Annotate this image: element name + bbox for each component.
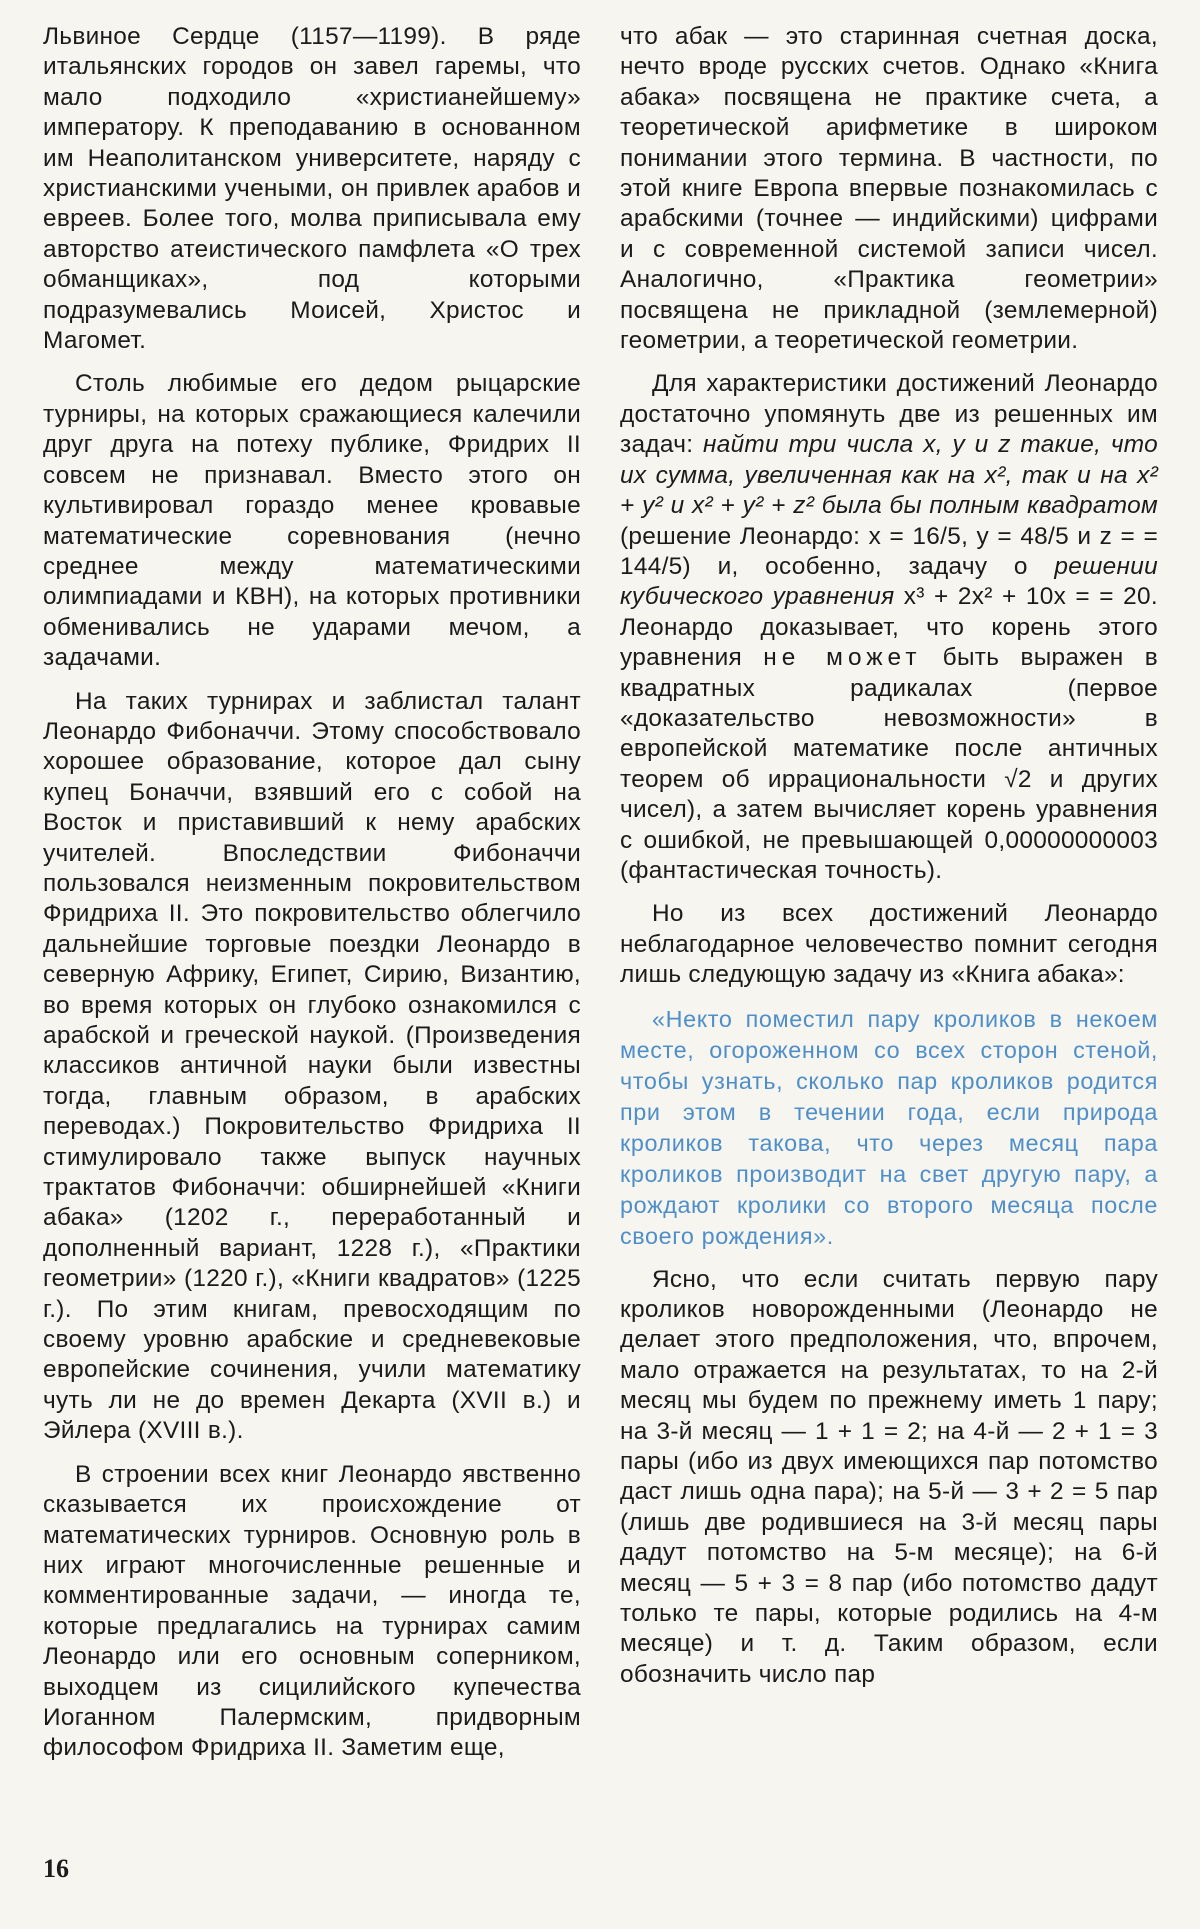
text-run: x³ + 2x² + 10x = = 20. Леонардо доказывает, что корень этого уравнения xyxy=(620,583,1158,672)
task-two-italic: решении кубического уравнения xyxy=(620,552,1158,611)
text-run: (решение Леонардо: x = 16/5, y = 48/5 и z = = 144/5) и, особенно, задачу о xyxy=(620,522,1158,580)
left-column xyxy=(43,22,581,1777)
spaced-emphasis: не может xyxy=(763,644,922,672)
rabbit-problem-quote: «Некто поместил пару кроликов в некоем месте, огороженном со всех сторон стеной, чтобы узнать, сколько пар кроликов родится при этом в течении года, если природа кроликов такова, что через месяц пара кроликов производит на свет другую пару, а рождают кролики со второго месяца после своего рождения». xyxy=(620,1005,1158,1249)
paragraph: В строении всех книг Леонардо явственно сказывается их происхождение от математических турниров. Основную роль в них играют многочисленные решенные и комментированные задачи, — иногда те, которые предлагались на турнирах самим Леонардо или его основным соперником, выходцем из сицилийского купечества Иоганном Палермским, придворным философом Фридриха II. Заметим еще, xyxy=(43,1460,581,1762)
right-column xyxy=(620,22,1158,1703)
paragraph: Но из всех достижений Леонардо неблагодарное человечество помнит сегодня лишь следующую задачу из «Книга абака»: xyxy=(620,900,1158,989)
paragraph-achievements xyxy=(620,369,1158,886)
text-run: быть выражен в квадратных радикалах (первое «доказательство невозможности» в европейской математике после античных теорем об иррациональности √2 и других чисел), а затем вычисляет корень уравнения с ошибкой, не превышающей 0,00000000003 (фантастическая точность). xyxy=(620,644,1158,884)
task-one-italic: найти три числа x, y и z такие, что их сумма, увеличенная как на x², так и на x² + y² и x² + y² + z² была бы полным квадратом xyxy=(620,431,1159,520)
paragraph: Столь любимые его дедом рыцарские турниры, на которых сражающиеся калечили друг друга на потеху публике, Фридрих II совсем не признавал. Вместо этого он культивировал гораздо менее кровавые математические соревнования (нечно среднее между математическими олимпиадами и КВН), на которых противники обменивались не ударами мечом, а задачами. xyxy=(43,370,581,672)
paragraph: Ясно, что если считать первую пару кроликов новорожденными (Леонардо не делает этого предположения, что, впрочем, мало отражается на результатах, то на 2-й месяц мы будем по прежнему иметь 1 пару; на 3-й месяц — 1 + 1 = 2; на 4-й — 2 + 1 = 3 пары (ибо из двух имеющихся пар потомство даст лишь одна пара); на 5-й — 3 + 2 = 5 пар (лишь две родившиеся на 3-й месяц пары дадут потомство на 5-м месяце); на 6-й месяц — 5 + 3 = 8 пар (ибо потомство дадут только те пары, которые родились на 4-м месяце) и т. д. Таким образом, если обозначить число пар xyxy=(620,1265,1158,1688)
paragraph: Львиное Сердце (1157—1199). В ряде итальянских городов он завел гаремы, что мало подходило «христианейшему» императору. К преподаванию в основанном им Неаполитанском университете, наряду с христианскими учеными, он привлек арабов и евреев. Более того, молва приписывала ему авторство атеистического памфлета «О трех обманщиках», под которыми подразумевались Моисей, Христос и Магомет. xyxy=(43,23,581,355)
text-run: Для характеристики достижений Леонардо достаточно упомянуть две из решенных им задач: xyxy=(620,370,1158,459)
paragraph: что абак — это старинная счетная доска, нечто вроде русских счетов. Однако «Книга абака» посвящена не практике счета, а теоретической арифметике в широком понимании этого термина. В частности, по этой книге Европа впервые познакомилась с арабскими (точнее — индийскими) цифрами и с современной системой записи чисел. Аналогично, «Практика геометрии» посвящена не прикладной (землемерной) геометрии, а теоретической геометрии. xyxy=(620,23,1158,355)
page-number: 16 xyxy=(43,1854,69,1883)
paragraph: На таких турнирах и заблистал талант Леонардо Фибоначчи. Этому способствовало хорошее образование, которое дал сыну купец Боначчи, взявший его с собой на Восток и приставивший к нему арабских учителей. Впоследствии Фибоначчи пользовался неизменным покровительством Фридриха II. Это покровительство облегчило дальнейшие торговые поездки Леонардо в северную Африку, Египет, Сирию, Византию, во время которых он глубоко ознакомился с арабской и греческой наукой. (Произведения классиков античной науки были известны тогда, главным образом, в арабских переводах.) Покровительство Фридриха II стимулировало также выпуск научных трактатов Фибоначчи: обширнейшей «Книги абака» (1202 г., переработанный и дополненный вариант, 1228 г.), «Практики геометрии» (1220 г.), «Книги квадратов» (1225 г.). По этим книгам, превосходящим по своему уровню арабские и средневековые европейские сочинения, учили математику чуть ли не до времен Декарта (XVII в.) и Эйлера (XVIII в.). xyxy=(43,687,581,1445)
